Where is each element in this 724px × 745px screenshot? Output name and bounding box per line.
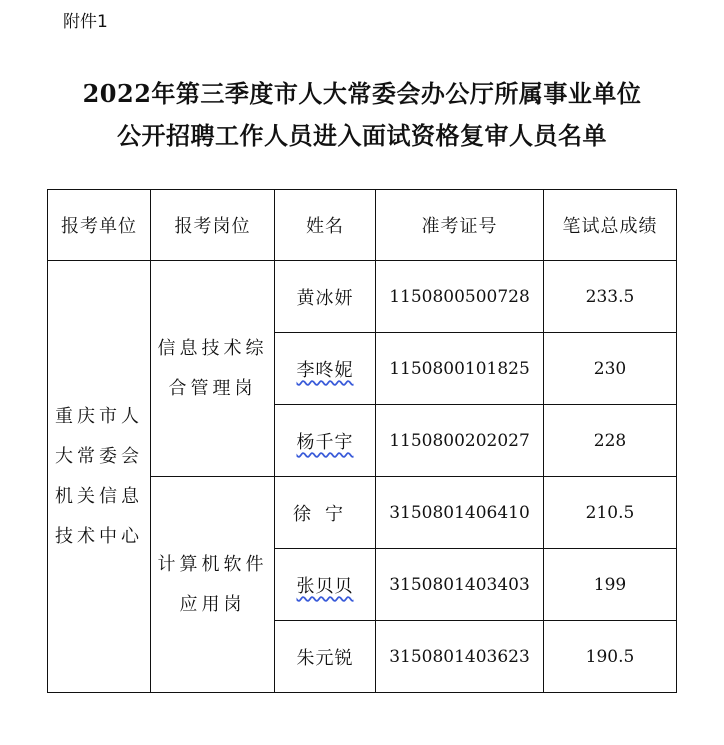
attachment-label: 附件1: [63, 12, 108, 32]
ticket-number: 1150800202027: [376, 405, 544, 477]
table-row: [48, 261, 677, 333]
candidate-name: 李咚妮: [296, 359, 354, 381]
candidate-name: 徐宁: [293, 503, 357, 525]
header-name: 姓名: [275, 190, 376, 261]
document-title-line-1: 2022年第三季度市人大常委会办公厅所属事业单位: [82, 79, 642, 108]
unit-cell: [48, 261, 151, 693]
written-score: 233.5: [544, 261, 677, 333]
ticket-number: 3150801403403: [376, 549, 544, 621]
written-score: 230: [544, 333, 677, 405]
written-score: 210.5: [544, 477, 677, 549]
post-name: 计算机软件应用岗: [157, 553, 268, 615]
candidate-name: 朱元锐: [296, 647, 354, 669]
header-score: 笔试总成绩: [544, 190, 677, 261]
ticket-number: 1150800500728: [376, 261, 544, 333]
candidate-name: 张贝贝: [296, 575, 354, 597]
header-unit: 报考单位: [48, 190, 151, 261]
candidate-table: [47, 189, 677, 693]
written-score: 228: [544, 405, 677, 477]
post-name: 信息技术综合管理岗: [157, 337, 268, 399]
ticket-number: 3150801403623: [376, 621, 544, 693]
written-score: 199: [544, 549, 677, 621]
name-cell: [275, 621, 376, 693]
candidate-name: 黄冰妍: [296, 287, 354, 309]
ticket-number: 3150801406410: [376, 477, 544, 549]
post-cell: [151, 477, 275, 693]
table-header-row: [48, 190, 677, 261]
post-cell: [151, 261, 275, 477]
header-post: 报考岗位: [151, 190, 275, 261]
name-cell: [275, 549, 376, 621]
name-cell: [275, 405, 376, 477]
name-cell: [275, 477, 376, 549]
written-score: 190.5: [544, 621, 677, 693]
candidate-name: 杨千宇: [296, 431, 354, 453]
document-title-line-2: 公开招聘工作人员进入面试资格复审人员名单: [117, 121, 607, 150]
ticket-number: 1150800101825: [376, 333, 544, 405]
header-ticket: 准考证号: [376, 190, 544, 261]
name-cell: [275, 261, 376, 333]
name-cell: [275, 333, 376, 405]
unit-name: 重庆市人大常委会机关信息技术中心: [55, 405, 143, 547]
